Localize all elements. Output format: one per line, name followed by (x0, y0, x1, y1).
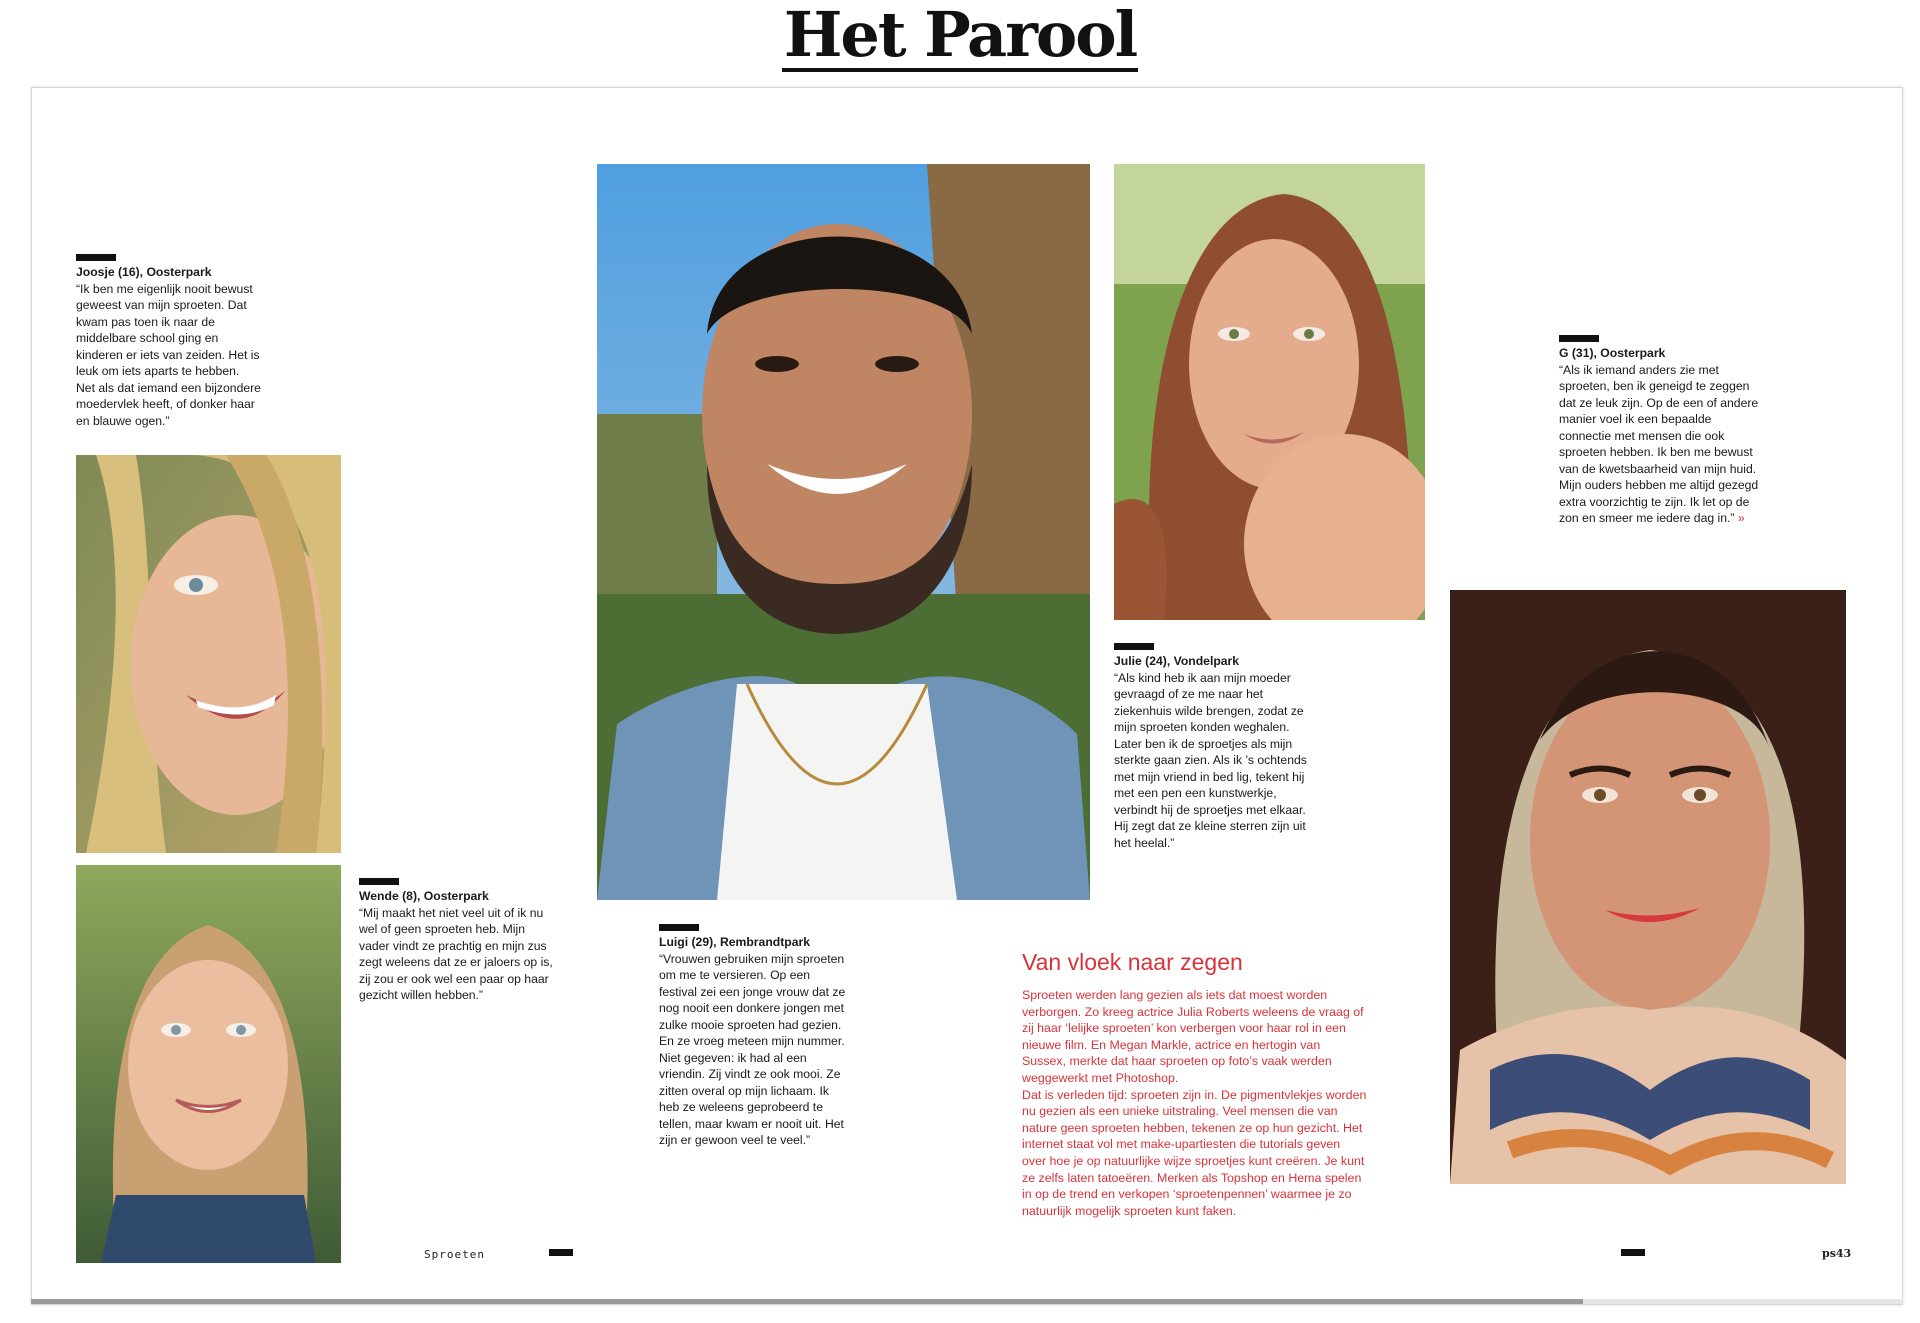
caption-quote: “Als kind heb ik aan mijn moeder gevraagd of ze me naar het ziekenhuis wilde brengen, zodat ze mijn sproeten konden weghalen. Later ben ik de sproetjes als mijn sterkte gaan zien. Als ik ’s ochtends met mijn vriend in bed lig, tekent hij met een pen een kunstwerkje, verbindt hij de sproetjes met elkaar. Hij zegt dat ze kleine sterren zijn uit het heelal.” (1114, 670, 1307, 850)
masthead-logo[interactable]: Het Parool (783, 0, 1137, 71)
horizontal-scrollbar[interactable] (31, 1299, 1903, 1304)
caption-quote: “Vrouwen gebruiken mijn sproeten om me te versieren. Op een festival zei een jonge vrouw dat ze nog nooit een donkere jongen met zulke mooie sproeten had gezien. En ze vroeg meteen mijn nummer. Niet gegeven: ik had al een vriendin. Zij vindt ze ook mooi. Ze zitten overal op mijn lichaam. Ik heb ze weleens geprobeerd te tellen, maar kwam er nooit uit. Het zijn er gewoon veel te veel.” (659, 951, 846, 1147)
caption-rule (1559, 335, 1599, 342)
caption-quote: “Mij maakt het niet veel uit of ik nu wel of geen sproeten heb. Mijn vader vindt ze prachtig en mijn zus zegt weleens dat ze er jaloers op is, zij zou er ook wel een paar op haar gezicht willen hebben.” (359, 905, 553, 1002)
magazine-spread (31, 87, 1903, 1305)
caption-name: Wende (8), Oosterpark (359, 889, 489, 903)
sidebar-paragraph: Sproeten werden lang gezien als iets dat moest worden verborgen. Zo kreeg actrice Julia Roberts weleens de vraag of zij haar ‘lelijke sproeten’ kon verbergen voor haar rol in een nieuwe film. En Megan Markle, actrice en hertogin van Sussex, merkte dat haar sproeten op foto’s vaak werden weggewerkt met Photoshop. (1022, 988, 1364, 1085)
caption-rule (659, 924, 699, 931)
page-number: ps43 (1822, 1247, 1852, 1260)
photo-joosje (76, 455, 341, 853)
photo-luigi (597, 164, 1090, 900)
folio-rule (1621, 1249, 1645, 1256)
caption-wende (359, 888, 554, 1004)
caption-quote: “Ik ben me eigenlijk nooit bewust geweest van mijn sproeten. Dat kwam pas toen ik naar de middelbare school ging en kinderen er iets van zeiden. Het is leuk om iets aparts te hebben. Net als dat iemand een bijzondere moedervlek heeft, of donker haar en blauwe ogen.” (76, 281, 261, 428)
caption-g (1559, 345, 1759, 527)
continue-arrow-icon: » (1737, 511, 1745, 525)
sidebar-paragraph: Dat is verleden tijd: sproeten zijn in. De pigmentvlekjes worden nu gezien als een unieke uitstraling. Veel mensen die van nature geen sproeten hebben, tekenen ze op hun gezicht. Het internet staat vol met make-upartiesten die tutorials geven over hoe je op natuurlijke wijze sproetjes kunt creëren. Je kunt ze zelfs laten tatoeëren. Merken als Topshop en Hema spelen in op de trend en verkopen ‘sproetenpennen’ waarmee je zo natuurlijk mogelijk sproeten kunt faken. (1022, 1087, 1367, 1218)
caption-joosje (76, 264, 261, 429)
caption-name: Julie (24), Vondelpark (1114, 654, 1240, 668)
sidebar-body (1022, 987, 1367, 1219)
caption-rule (1114, 643, 1154, 650)
sidebar-heading: Van vloek naar zegen (1022, 949, 1243, 975)
caption-rule (76, 254, 116, 261)
photo-julie (1114, 164, 1425, 620)
photo-wende (76, 865, 341, 1263)
section-label: Sproeten (424, 1248, 485, 1261)
caption-rule (359, 878, 399, 885)
folio-rule (549, 1249, 573, 1256)
caption-julie (1114, 653, 1319, 851)
scrollbar-thumb[interactable] (31, 1299, 1583, 1304)
caption-luigi (659, 934, 849, 1149)
photo-g (1450, 590, 1846, 1184)
caption-quote: “Als ik iemand anders zie met sproeten, ben ik geneigd te zeggen dat ze leuk zijn. Op de een of andere manier voel ik een bepaalde connectie met mensen die ook sproeten hebben. Ik ben me bewust van de kwetsbaarheid van mijn huid. Mijn ouders hebben me altijd gezegd extra voorzichtig te zijn. Ik let op de zon en smeer me iedere dag in.” » (1559, 362, 1759, 525)
caption-name: G (31), Oosterpark (1559, 346, 1666, 360)
caption-name: Joosje (16), Oosterpark (76, 265, 212, 279)
masthead (0, 0, 1920, 86)
caption-name: Luigi (29), Rembrandtpark (659, 935, 811, 949)
